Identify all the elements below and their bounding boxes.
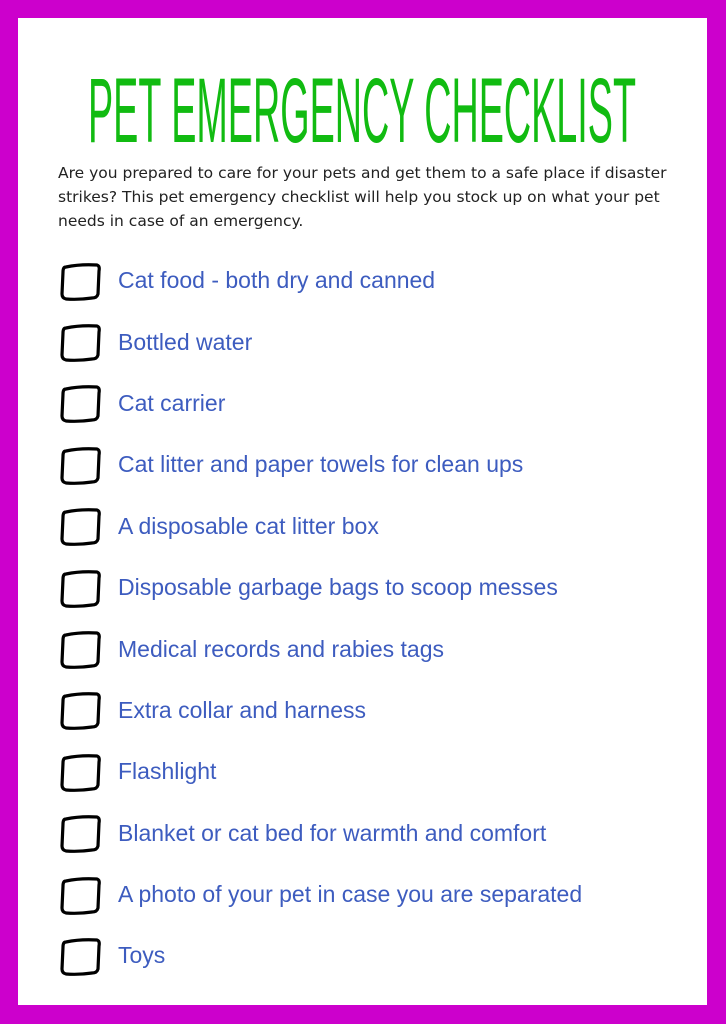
checklist-item — [60, 311, 582, 372]
checklist-item — [60, 618, 582, 679]
checkbox[interactable] — [60, 445, 102, 485]
checkbox[interactable] — [60, 383, 102, 423]
checkbox[interactable] — [60, 813, 102, 853]
checklist-item — [60, 373, 582, 434]
checklist-item — [60, 741, 582, 802]
checklist-item-label: Cat carrier — [118, 389, 226, 416]
checklist-item-label: Disposable garbage bags to scoop messes — [118, 574, 558, 601]
checklist-item-label: Cat litter and paper towels for clean ups — [118, 451, 524, 478]
checklist — [60, 250, 582, 987]
checklist-item — [60, 864, 582, 925]
checklist-item — [60, 496, 582, 557]
checkbox[interactable] — [60, 506, 102, 546]
checklist-item-label: Extra collar and harness — [118, 696, 367, 723]
page-title — [88, 70, 638, 150]
checklist-item-label: A photo of your pet in case you are separated — [118, 881, 583, 908]
checkbox[interactable] — [60, 875, 102, 915]
svg-text:PET EMERGENCY CHECKLIST: PET EMERGENCY CHECKLIST — [88, 70, 636, 150]
checklist-item — [60, 250, 582, 311]
checkbox[interactable] — [60, 322, 102, 362]
checklist-item-label: Blanket or cat bed for warmth and comfort — [118, 819, 547, 846]
checkbox[interactable] — [60, 752, 102, 792]
checklist-item-label: Cat food - both dry and canned — [118, 267, 436, 294]
checklist-item-label: Bottled water — [118, 328, 253, 355]
checkbox[interactable] — [60, 936, 102, 976]
checkbox[interactable] — [60, 261, 102, 301]
checklist-item — [60, 434, 582, 495]
checklist-item — [60, 680, 582, 741]
checklist-item-label: Medical records and rabies tags — [118, 635, 444, 662]
checkbox[interactable] — [60, 568, 102, 608]
checklist-item-label: Toys — [118, 942, 166, 969]
checkbox[interactable] — [60, 629, 102, 669]
intro-paragraph: Are you prepared to care for your pets and get them to a safe place if disaster strikes? This pet emergency checklist will help you stock up on what your pet needs in case of an emergency. — [58, 164, 667, 230]
checklist-item — [60, 925, 582, 986]
checklist-item — [60, 803, 582, 864]
checklist-item-label: Flashlight — [118, 758, 217, 785]
checklist-item-label: A disposable cat litter box — [118, 512, 379, 539]
checklist-page — [18, 18, 707, 1005]
checklist-item — [60, 557, 582, 618]
checkbox[interactable] — [60, 690, 102, 730]
